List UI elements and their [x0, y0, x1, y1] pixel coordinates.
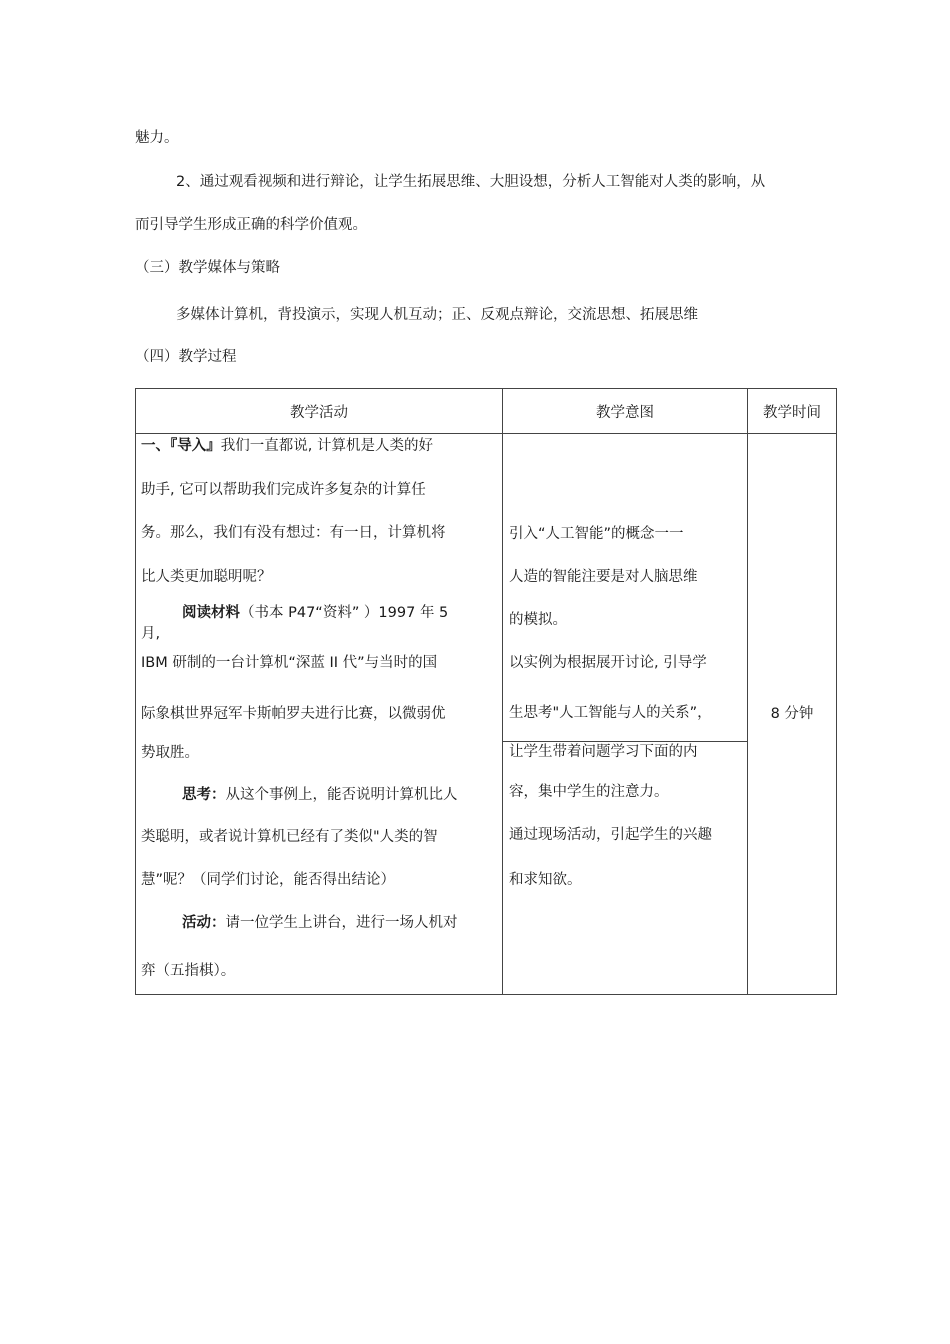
header-intent: 教学意图 — [503, 389, 748, 434]
activity-line: 月, — [141, 626, 161, 642]
teaching-process-table — [135, 388, 837, 995]
activity-line: 助手, 它可以帮助我们完成许多复杂的计算任 — [141, 482, 426, 498]
activity-label: 活动： — [182, 915, 226, 931]
intent-line: 让学生带着问题学习下面的内 — [509, 744, 698, 760]
intent-line: 容，集中学生的注意力。 — [509, 784, 669, 800]
activity-cell — [136, 434, 503, 995]
header-activity: 教学活动 — [136, 389, 503, 434]
activity-line — [182, 785, 458, 805]
activity-line: IBM 研制的一台计算机“深蓝 II 代”与当时的国 — [141, 655, 438, 671]
activity-text: 我们一直都说, 计算机是人类的好 — [220, 438, 433, 454]
intent-line: 生思考"人工智能与人的关系”， — [509, 705, 712, 721]
text-line: 2、通过观看视频和进行辩论，让学生拓展思维、大胆设想，分析人工智能对人类的影响，从 — [176, 174, 766, 190]
section-body: 多媒体计算机，背投演示，实现人机互动；正、反观点辩论，交流思想、拓展思维 — [176, 307, 698, 323]
intent-line: 以实例为根据展开讨论, 引导学 — [509, 655, 707, 671]
intent-line: 的模拟。 — [509, 612, 567, 628]
activity-text: 从这个事例上，能否说明计算机比人 — [225, 787, 458, 803]
intent-line: 通过现场活动，引起学生的兴趣 — [509, 827, 712, 843]
intro-label: 一、『导入』 — [141, 438, 221, 454]
activity-line: 慧”呢？（同学们讨论，能否得出结论） — [141, 872, 396, 888]
section-heading: （三）教学媒体与策略 — [135, 260, 280, 276]
header-time: 教学时间 — [748, 389, 837, 434]
activity-line — [182, 913, 458, 933]
activity-line — [141, 436, 433, 456]
activity-text: 请一位学生上讲台，进行一场人机对 — [225, 915, 458, 931]
duration-value: 8 分钟 — [770, 706, 814, 722]
section-heading: （四）教学过程 — [135, 349, 237, 365]
think-label: 思考： — [182, 787, 226, 803]
table-row — [136, 434, 837, 995]
activity-text: （书本 P47“资料” ）1997 年 5 — [240, 605, 449, 621]
intent-line: 和求知欲。 — [509, 872, 582, 888]
time-cell — [748, 434, 837, 995]
activity-line: 弈（五指棋）。 — [141, 963, 236, 979]
intent-cell — [503, 434, 748, 995]
intent-line: 引入“人工智能”的概念一一 — [509, 526, 684, 542]
reading-label: 阅读材料 — [182, 605, 240, 621]
activity-line: 务。那么，我们有没有想过：有一日，计算机将 — [141, 525, 446, 541]
activity-line: 类聪明，或者说计算机已经有了类似"人类的智 — [141, 829, 438, 845]
table-header-row — [136, 389, 837, 434]
intent-line: 人造的智能注要是对人脑思维 — [509, 569, 698, 585]
activity-line: 比人类更加聪明呢？ — [141, 569, 272, 585]
text-line: 魅力。 — [135, 130, 179, 146]
activity-line: 势取胜。 — [141, 745, 199, 761]
activity-line: 际象棋世界冠军卡斯帕罗夫进行比赛，以微弱优 — [141, 706, 446, 722]
activity-line — [182, 603, 448, 623]
text-line: 而引导学生形成正确的科学价值观。 — [135, 217, 367, 233]
